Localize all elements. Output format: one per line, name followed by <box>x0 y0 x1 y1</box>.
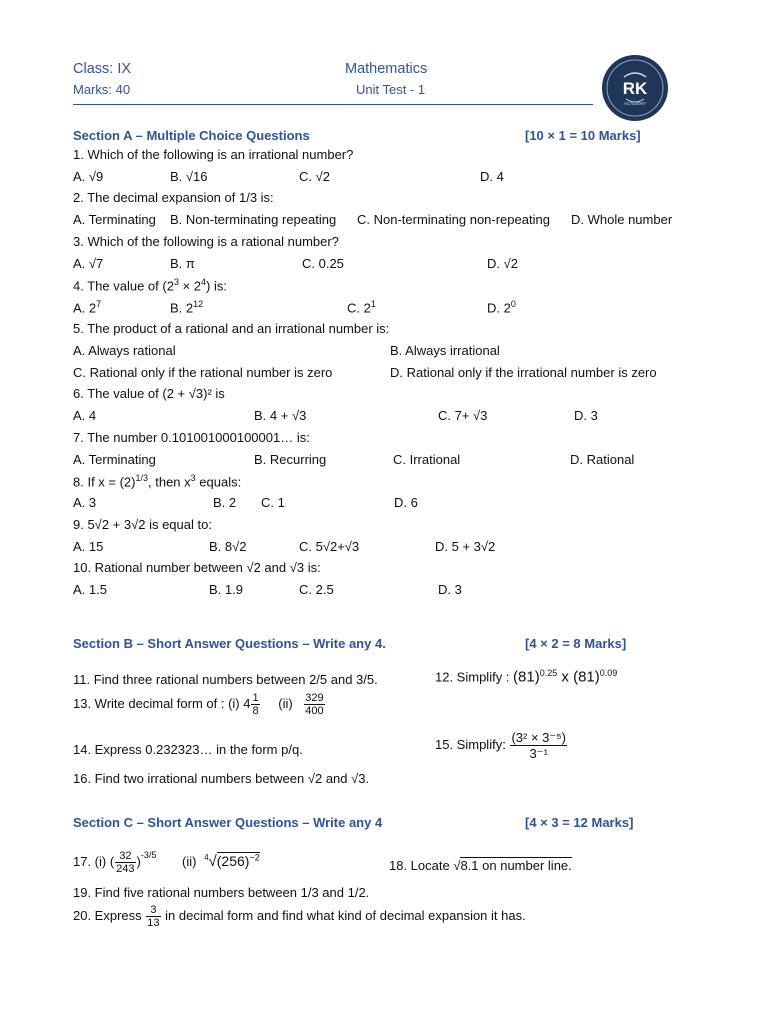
academy-logo <box>602 55 668 121</box>
question-5: 5. The product of a rational and an irrational number is: <box>73 321 390 336</box>
question-18: 18. Locate √8.1 on number line. <box>389 858 572 873</box>
question-7: 7. The number 0.101001000100001… is: <box>73 430 310 445</box>
question-9: 9. 5√2 + 3√2 is equal to: <box>73 517 212 532</box>
q10-option-a: A. 1.5 <box>73 582 107 597</box>
q8-option-c: C. 1 <box>261 495 285 510</box>
q8-option-d: D. 6 <box>394 495 418 510</box>
q2-option-d: D. Whole number <box>571 212 673 227</box>
section-c-marks: [4 × 3 = 12 Marks] <box>525 815 634 830</box>
question-3: 3. Which of the following is a rational number? <box>73 234 339 249</box>
q3-option-d: D. √2 <box>487 256 518 271</box>
q9-option-d: D. 5 + 3√2 <box>435 539 496 554</box>
q5-option-a: A. Always rational <box>73 343 176 358</box>
q1-option-c: C. √2 <box>299 169 330 184</box>
section-a-title: Section A – Multiple Choice Questions <box>73 128 310 143</box>
logo-text: RK <box>622 79 648 98</box>
logo-subtext: ACADEMY <box>623 101 647 106</box>
q6-option-d: D. 3 <box>574 408 598 423</box>
q4-option-b: B. $2^{12}$ <box>170 299 204 316</box>
class-label: Class: IX <box>73 61 132 77</box>
section-b-title: Section B – Short Answer Questions – Write any 4. <box>73 636 386 651</box>
q10-option-d: D. 3 <box>438 582 462 597</box>
q9-option-a: A. 15 <box>73 539 104 554</box>
section-c-title: Section C – Short Answer Questions – Write any 4 <box>73 815 383 830</box>
q7-option-c: C. Irrational <box>393 452 461 467</box>
question-11: 11. Find three rational numbers between 2/5 and 3/5. <box>73 672 378 687</box>
q3-option-a: A. √7 <box>73 256 104 271</box>
q9-option-c: C. 5√2+√3 <box>299 539 360 554</box>
q6-option-b: B. 4 + √3 <box>254 408 307 423</box>
q5-option-d: D. Rational only if the irrational number is zero <box>390 365 657 380</box>
q9-option-b: B. 8√2 <box>209 539 247 554</box>
q10-option-b: B. 1.9 <box>209 582 243 597</box>
q2-option-c: C. Non-terminating non-repeating <box>357 212 550 227</box>
question-8: 8. If $x = (2)^{1/3}$, then $x^3$ equals: <box>73 473 242 490</box>
subject-title: Mathematics <box>345 61 428 77</box>
question-19: 19. Find five rational numbers between 1/3 and 1/2. <box>73 885 370 900</box>
question-4: 4. The value of $(2^3 \times 2^4)$ is: <box>73 277 227 294</box>
q3-option-b: B. π <box>170 256 195 271</box>
question-17: 17. (i) ( $\frac{32}{243}$ )$^{-3/5}$ (ii) $^4√(256)^{-2}$ <box>73 850 260 876</box>
q8-option-a: A. 3 <box>73 495 97 510</box>
logo-emblem-icon <box>602 55 668 121</box>
q1-option-a: A. √9 <box>73 169 104 184</box>
fraction-329-400: $\frac{329}{400}$ <box>305 692 324 717</box>
q5-option-c: C. Rational only if the rational number is zero <box>73 365 333 380</box>
q5-option-b: B. Always irrational <box>390 343 500 358</box>
question-12: 12. Simplify : $(81)^{0.25}$ x $(81)^{0.09}$ <box>435 668 618 686</box>
simplify-fraction: $\frac{\text{(3² × 3⁻⁵)}}{\text{3⁻¹}}$ <box>511 730 566 761</box>
fraction-32-243: $\frac{32}{243}$ <box>116 850 135 876</box>
q1-option-b: B. √16 <box>170 169 208 184</box>
q4-option-c: C. $2^1$ <box>347 299 376 316</box>
q10-option-c: C. 2.5 <box>299 582 334 597</box>
q6-option-a: A. 4 <box>73 408 97 423</box>
q7-option-d: D. Rational <box>570 452 635 467</box>
q4-option-d: D. $2^0$ <box>487 299 516 316</box>
q1-option-d: D. 4 <box>480 169 504 184</box>
q4-option-a: A. $2^7$ <box>73 299 102 316</box>
section-b-marks: [4 × 2 = 8 Marks] <box>525 636 627 651</box>
question-20: 20. Express $\frac{3}{13}$ in decimal form and find what kind of decimal expansion it has. <box>73 904 526 929</box>
question-13: 13. Write decimal form of : (i) 4 $\frac{1}{8}$ (ii) $\frac{329}{400}$ <box>73 692 324 717</box>
radical-sign-icon: √ <box>208 853 217 870</box>
question-1: 1. Which of the following is an irrational number? <box>73 147 354 162</box>
marks-label: Marks: 40 <box>73 82 131 97</box>
q8-option-b: B. 2 <box>213 495 237 510</box>
q3-option-c: C. 0.25 <box>302 256 344 271</box>
question-10: 10. Rational number between √2 and √3 is: <box>73 560 321 575</box>
q2-option-a: A. Terminating <box>73 212 156 227</box>
question-14: 14. Express 0.232323… in the form p/q. <box>73 742 303 757</box>
header-divider <box>73 104 593 105</box>
question-2: 2. The decimal expansion of 1/3 is: <box>73 190 274 205</box>
q6-option-c: C. 7+ √3 <box>438 408 488 423</box>
question-16: 16. Find two irrational numbers between √2 and √3. <box>73 771 370 786</box>
fraction-3-13: $\frac{3}{13}$ <box>147 904 160 929</box>
question-6: 6. The value of (2 + √3)² is <box>73 386 225 401</box>
q7-option-b: B. Recurring <box>254 452 327 467</box>
test-name: Unit Test - 1 <box>356 82 426 97</box>
section-a-marks: [10 × 1 = 10 Marks] <box>525 128 641 143</box>
fraction-one-eighth: $\frac{1}{8}$ <box>252 692 259 717</box>
question-15: 15. Simplify: $\frac{\text{(3² × 3⁻⁵)}}{\text{3⁻¹}}$ <box>435 730 566 761</box>
q2-option-b: B. Non-terminating repeating <box>170 212 337 227</box>
q7-option-a: A. Terminating <box>73 452 156 467</box>
radicand: $(256)^{-2}$ <box>216 852 260 869</box>
